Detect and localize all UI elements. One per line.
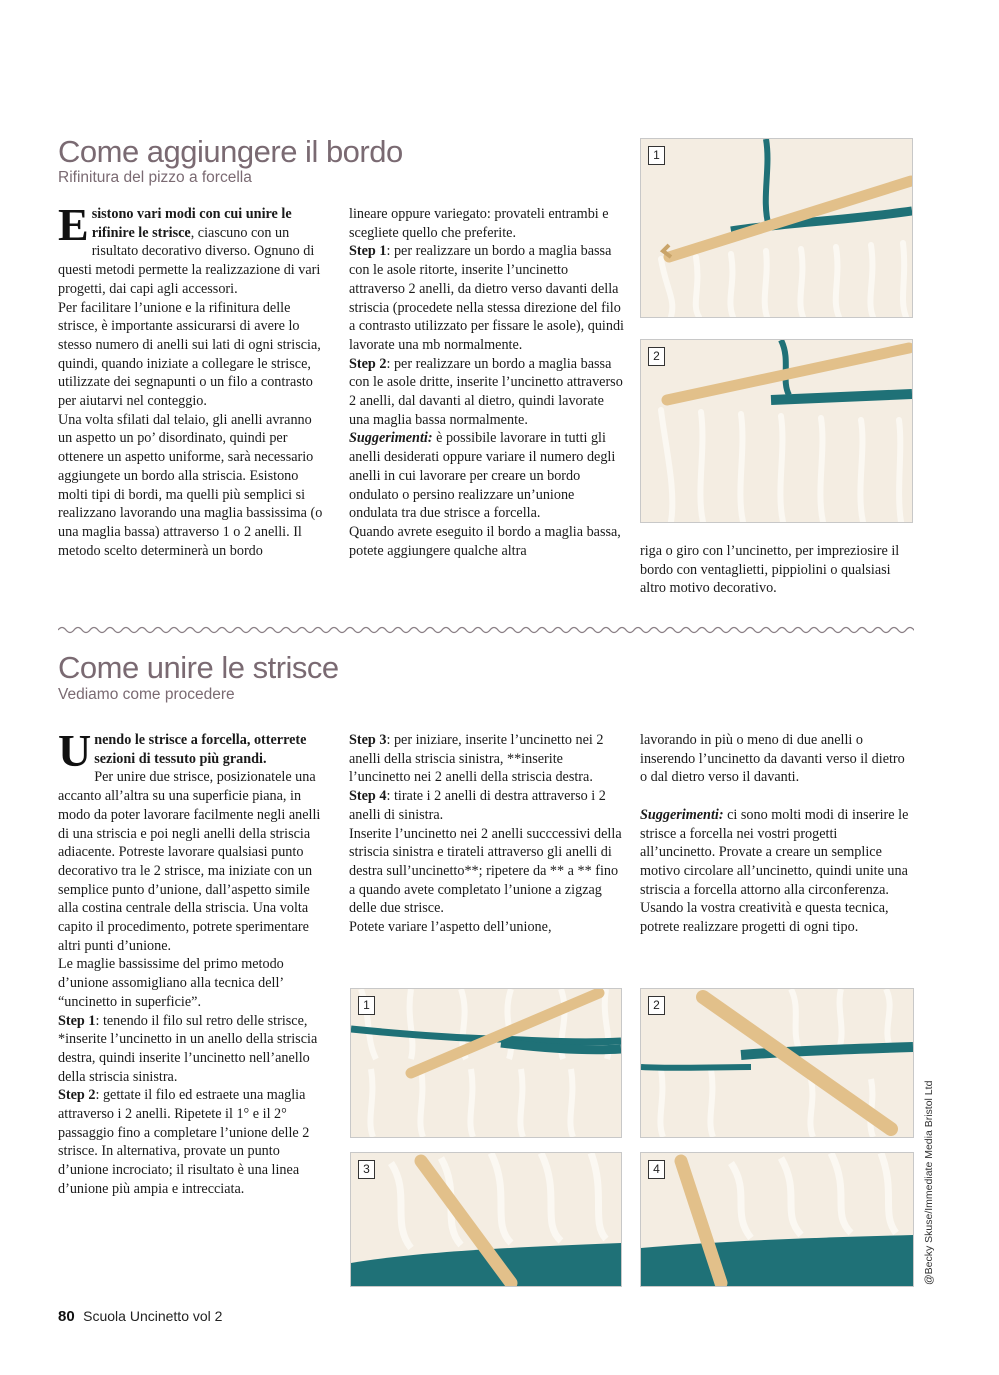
paragraph: riga o giro con l’uncinetto, per impreziosire il bordo con ventaglietti, pippiolini o qualsiasi altro motivo decorativo. <box>640 543 900 597</box>
drop-cap: E <box>58 199 89 250</box>
section1-column-3 <box>640 542 912 598</box>
page-number: 80 <box>58 1308 75 1325</box>
step-2: Step 2: per realizzare un bordo a maglia bassa con le asole dritte, inserite l’uncinetto attraverso 2 anelli, dal davanti al dietro, quindi lavorate una maglia bassa normalmente. <box>349 355 623 428</box>
hairpin-lace-illustration <box>351 989 621 1137</box>
photo-number: 2 <box>648 347 665 366</box>
paragraph: Inserite l’uncinetto nei 2 anelli succcessivi della striscia sinistra e tirateli attraverso gli anelli di destra sull’uncinetto**; ripetere da ** a ** fino a quando avete completato l’unione a zigzag delle due strisce. <box>349 825 622 917</box>
hairpin-lace-illustration <box>641 340 912 522</box>
section1-column-1 <box>58 199 328 560</box>
paragraph: Quando avrete eseguito il bordo a maglia bassa, potete aggiungere qualche altra <box>349 523 621 559</box>
hairpin-lace-illustration <box>641 989 913 1137</box>
paragraph: Le maglie bassissime del primo metodo d’unione assomigliano alla tecnica dell’ “uncinetto in superficie”. <box>58 956 284 1010</box>
section2-column-1 <box>58 725 328 1199</box>
drop-cap: U <box>58 725 92 776</box>
section1-intro: Esistono vari modi con cui unire le rifinire le strisce, ciascuno con un risultato decorativo diverso. Ognuno di questi metodi permette la realizzazione di vari progetti, dai capi agli accessori. <box>58 199 321 297</box>
paragraph: Una volta sfilati dal telaio, gli anelli avranno un aspetto un po’ disordinato, quindi per ottenere un aspetto uniforme, sarà necessario aggiungete un bordo alla striscia. Esistono molti tipi di bordi, ma quelli più semplici si realizzano lavorando una maglia bassissima (o una maglia bassa) attraverso 1 o 2 anelli. Il metodo scelto determinerà un bordo <box>58 411 323 559</box>
step-2: Step 2: gettate il filo ed estraete una maglia attraverso i 2 anelli. Ripetete il 1° e il 2° passaggio fino a completare l’unione delle 2 strisce. In alternativa, provate un punto d’unione incrociato; il risultato è una linea d’unione più ampia e intrecciata. <box>58 1087 310 1197</box>
photo-number: 3 <box>358 1160 375 1179</box>
wavy-divider <box>58 624 914 636</box>
photo-number: 4 <box>648 1160 665 1179</box>
tip: Suggerimenti: ci sono molti modi di inserire le strisce a forcella nei vostri progetti all’uncinetto. Provate a creare un semplice motivo circolare all’uncinetto, quindi unite una striscia a forcella attorno alla circonferenza. Usando la vostra creatività e questa tecnica, potrete realizzare progetti di ogni tipo. <box>640 806 909 936</box>
section2-title: Come unire le strisce <box>58 650 339 685</box>
photo-border-step-1 <box>640 138 913 318</box>
photo-join-step-3 <box>350 1152 622 1287</box>
step-1: Step 1: tenendo il filo sul retro delle strisce, *inserite l’uncinetto in un anello della striscia destra, quindi inserite l’uncinetto nell’anello della striscia sinistra. <box>58 1012 318 1085</box>
photo-number: 2 <box>648 996 665 1015</box>
tip: Suggerimenti: è possibile lavorare in tutti gli anelli desiderati oppure variare il numero degli anelli in cui lavorare per creare un bordo ondulato o persino realizzare un’unione ondulata tra due strisce a forcella. <box>349 430 616 522</box>
section2-intro: Unendo le strisce a forcella, otterrete sezioni di tessuto più grandi. <box>58 725 307 776</box>
section2-column-2 <box>349 731 625 937</box>
photo-border-step-2 <box>640 339 913 523</box>
magazine-name: Scuola Uncinetto vol 2 <box>83 1308 223 1324</box>
page-footer <box>58 1308 222 1326</box>
hairpin-lace-illustration <box>641 1153 913 1286</box>
photo-join-step-4 <box>640 1152 914 1287</box>
section2-column-3 <box>640 731 912 937</box>
step-3: Step 3: per iniziare, inserite l’uncinetto nei 2 anelli della striscia sinistra, **inserite l’uncinetto nei 2 anelli della striscia destra. <box>349 732 604 786</box>
paragraph: lavorando in più o meno di due anelli o inserendo l’uncinetto da davanti verso il dietro o dal dietro verso il davanti. <box>640 732 905 786</box>
paragraph: Potete variare l’aspetto dell’unione, <box>349 919 552 936</box>
photo-credit: @Becky Skuse/Immediate Media Bristol Ltd <box>923 1080 935 1285</box>
section1-column-2 <box>349 205 625 560</box>
photo-join-step-2 <box>640 988 914 1138</box>
step-1: Step 1: per realizzare un bordo a maglia bassa con le asole ritorte, inserite l’uncinetto attraverso 2 anelli, da dietro verso davanti della striscia (procedete nella stessa direzione del filo a contrasto utilizzato per fissare le asole), quindi lavorate una mb normalmente. <box>349 243 624 353</box>
paragraph: lineare oppure variegato: provateli entrambi e scegliete quello che preferite. <box>349 206 609 241</box>
step-4: Step 4: tirate i 2 anelli di destra attraverso i 2 anelli di sinistra. <box>349 788 606 823</box>
photo-number: 1 <box>358 996 375 1015</box>
paragraph: Per facilitare l’unione e la rifinitura delle strisce, è importante assicurarsi di avere lo stesso numero di anelli sui lati di ogni striscia, quindi, quando iniziate a collegare le strisce, utilizzate dei segnapunti o un filo a contrasto per aiutarvi nel conteggio. <box>58 299 321 410</box>
section1-title: Come aggiungere il bordo <box>58 134 403 169</box>
section2-subtitle: Vediamo come procedere <box>58 686 235 703</box>
section1-subtitle: Rifinitura del pizzo a forcella <box>58 169 252 186</box>
paragraph: Per unire due strisce, posizionatele una accanto all’altra su una superficie piana, in modo da poter lavorare facilmente negli anelli di una striscia e poi negli anelli della striscia adiacente. Potreste lavorare qualsiasi punto decorativo tra le 2 strisce, ma iniziate con un semplice punto d’unione, dall’aspetto simile alla costina centrale della striscia. Una volta capito il procedimento, potrete sperimentare altri punti d’unione. <box>58 769 321 954</box>
photo-join-step-1 <box>350 988 622 1138</box>
hairpin-lace-illustration <box>641 139 912 317</box>
hairpin-lace-illustration <box>351 1153 621 1286</box>
photo-number: 1 <box>648 146 665 165</box>
